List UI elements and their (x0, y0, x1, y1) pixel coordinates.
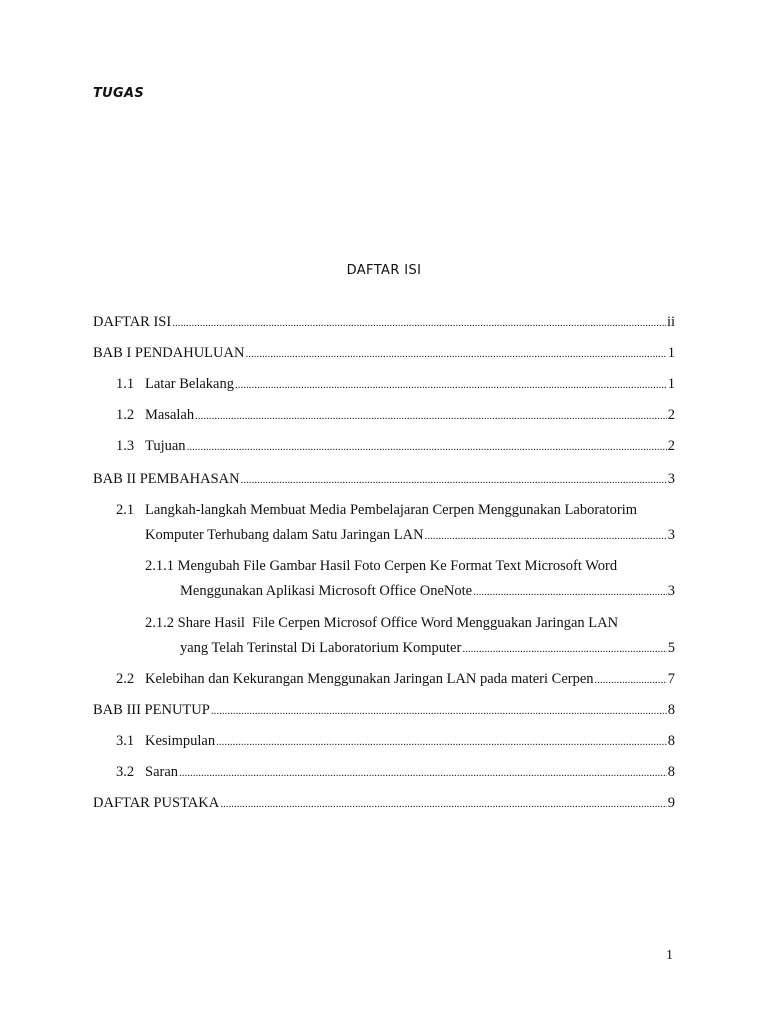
toc-entry[interactable] (116, 436, 675, 457)
toc-entry-text: BAB III PENUTUP (93, 702, 210, 718)
toc-entry-page: 5 (667, 640, 675, 656)
toc-entry-text: Langkah-langkah Membuat Media Pembelajaran Cerpen Menggunakan Laboratorim (145, 502, 638, 518)
toc-entry[interactable] (93, 343, 675, 364)
toc-entry-page: 8 (667, 702, 675, 718)
toc-leader-dots (235, 375, 667, 395)
toc-leader-dots (216, 732, 667, 752)
toc-entry[interactable] (93, 793, 675, 814)
toc-entry-text: Masalah (145, 407, 195, 423)
toc-leader-dots (172, 313, 666, 333)
toc-entry-text: DAFTAR ISI (93, 314, 172, 330)
toc-leader-dots (179, 763, 667, 783)
toc-entry[interactable] (116, 731, 675, 752)
toc-entry-text-continued: Komputer Terhubang dalam Satu Jaringan LAN (145, 527, 424, 543)
toc-entry[interactable] (116, 762, 675, 783)
toc-entry-page: 1 (667, 376, 675, 392)
toc-entry-text-continued: Menggunakan Aplikasi Microsoft Office OneNote (180, 583, 473, 599)
toc-leader-dots (473, 582, 667, 602)
toc-entry-page: 2 (667, 438, 675, 454)
toc-entry-number: 3.2 (116, 764, 135, 780)
toc-entry-text: Latar Belakang (145, 376, 234, 392)
toc-leader-dots (245, 344, 666, 364)
toc-entry-text: DAFTAR PUSTAKA (93, 795, 220, 811)
toc-entry-first-line[interactable] (145, 613, 618, 633)
toc-entry-text: BAB II PEMBAHASAN (93, 471, 240, 487)
toc-entry[interactable] (93, 312, 675, 333)
toc-entry-number: 2.1 (116, 502, 135, 518)
toc-entry-page: 8 (667, 764, 675, 780)
toc-leader-dots (595, 670, 667, 690)
toc-entry-text: Kesimpulan (145, 733, 216, 749)
toc-entry-number: 3.1 (116, 733, 135, 749)
toc-entry-text: Mengubah File Gambar Hasil Foto Cerpen Ke Format Text Microsoft Word (177, 558, 618, 574)
toc-leader-dots (462, 639, 666, 659)
toc-entry-text: Saran (145, 764, 179, 780)
toc-leader-dots (241, 470, 667, 490)
toc-entry-number: 2.2 (116, 671, 135, 687)
toc-heading: DAFTAR ISI (346, 263, 422, 278)
toc-entry-number: 1.2 (116, 407, 135, 423)
toc-leader-dots (187, 437, 667, 457)
toc-entry-page: ii (666, 314, 675, 330)
toc-entry-text: Share Hasil File Cerpen Microsof Office Word Mengguakan Jaringan LAN (177, 615, 619, 631)
toc-entry-page: 1 (667, 345, 675, 361)
toc-entry-number: 2.1.2 (145, 615, 174, 631)
toc-entry-page: 3 (667, 471, 675, 487)
toc-entry-text: BAB I PENDAHULUAN (93, 345, 245, 361)
toc-entry-continuation[interactable] (180, 638, 675, 659)
toc-entry[interactable] (93, 469, 675, 490)
toc-entry-text: Kelebihan dan Kekurangan Menggunakan Jaringan LAN pada materi Cerpen (145, 671, 594, 687)
document-header-title: TUGAS (93, 86, 145, 101)
toc-entry-number: 2.1.1 (145, 558, 174, 574)
toc-entry-continuation[interactable] (180, 581, 675, 602)
toc-entry[interactable] (116, 374, 675, 395)
toc-entry-text: Tujuan (145, 438, 186, 454)
toc-entry-page: 3 (667, 583, 675, 599)
toc-entry-page: 8 (667, 733, 675, 749)
toc-leader-dots (220, 794, 667, 814)
toc-leader-dots (195, 406, 667, 426)
toc-leader-dots (425, 526, 667, 546)
toc-entry-page: 3 (667, 527, 675, 543)
toc-entry-number: 1.3 (116, 438, 135, 454)
toc-entry-number: 1.1 (116, 376, 135, 392)
toc-entry[interactable] (116, 669, 675, 690)
toc-entry-page: 7 (667, 671, 675, 687)
toc-entry[interactable] (93, 700, 675, 721)
toc-leader-dots (211, 701, 667, 721)
page-number: 1 (666, 948, 673, 963)
toc-entry[interactable] (116, 405, 675, 426)
toc-entry-page: 9 (667, 795, 675, 811)
toc-entry-page: 2 (667, 407, 675, 423)
toc-entry-text-continued: yang Telah Terinstal Di Laboratorium Komputer (180, 640, 462, 656)
toc-entry-first-line[interactable] (145, 556, 617, 576)
toc-entry-first-line[interactable] (116, 500, 637, 520)
toc-entry-continuation[interactable] (145, 525, 675, 546)
